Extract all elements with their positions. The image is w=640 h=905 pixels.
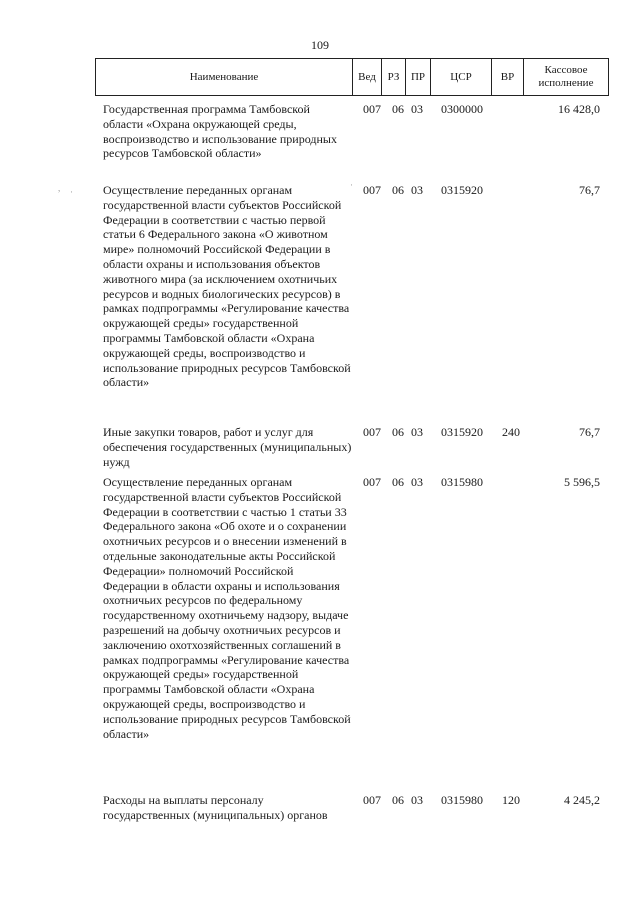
row-csr: 0300000 — [441, 102, 483, 116]
row-pr: 03 — [411, 425, 423, 439]
row-amount: 76,7 — [579, 183, 600, 197]
row-pr: 03 — [411, 183, 423, 197]
page-number: 109 — [311, 38, 329, 52]
header-vr: ВР — [491, 58, 524, 96]
row-csr: 0315980 — [441, 475, 483, 489]
row-amount: 5 596,5 — [564, 475, 600, 489]
row-name: Расходы на выплаты персоналу государственных (муниципальных) органов — [103, 793, 328, 822]
header-csr: ЦСР — [430, 58, 492, 96]
row-csr: 0315980 — [441, 793, 483, 807]
row-vr: 120 — [502, 793, 520, 807]
header-ved: Вед — [352, 58, 382, 96]
row-amount: 16 428,0 — [558, 102, 600, 116]
header-name: Наименование — [95, 58, 353, 96]
row-amount: 76,7 — [579, 425, 600, 439]
row-ved: 007 — [363, 475, 381, 489]
row-rz: 06 — [392, 183, 404, 197]
scan-speck: , — [58, 183, 61, 193]
row-name: Осуществление переданных органам государственной власти субъектов Российской Федерации в соответствии с частью первой статьи 6 Федерального закона «О животном мире» полномочий Российской Федерации в области охраны и использования объектов животного мира (за исключением охотничьих ресурсов и водных биологических ресурсов) в рамках подпрограммы «Регулирование качества окружающей среды» государственной программы Тамбовской области «Охрана окружающей среды, воспроизводство и использование природных ресурсов Тамбовской области» — [103, 183, 351, 390]
row-rz: 06 — [392, 793, 404, 807]
row-csr: 0315920 — [441, 183, 483, 197]
header-pr: ПР — [405, 58, 431, 96]
row-ved: 007 — [363, 425, 381, 439]
row-ved: 007 — [363, 183, 381, 197]
row-pr: 03 — [411, 475, 423, 489]
row-rz: 06 — [392, 475, 404, 489]
row-rz: 06 — [392, 425, 404, 439]
row-ved: 007 — [363, 102, 381, 116]
row-vr: 240 — [502, 425, 520, 439]
row-name: Иные закупки товаров, работ и услуг для обеспечения государственных (муниципальных) нужд — [103, 425, 352, 469]
row-name: Осуществление переданных органам государственной власти субъектов Российской Федерации в соответствии с частью 1 статьи 33 Федерального закона «Об охоте и о сохранении охотничьих ресурсов и о внесении изменений в отдельные законодательные акты Российской Федерации» полномочий Российской Федерации в области охраны и использования охотничьих ресурсов по федеральному государственному охотничьему надзору, выдаче разрешений на добычу охотничьих ресурсов и заключению охотхозяйственных соглашений в рамках подпрограммы «Регулирование качества окружающей среды» государственной программы Тамбовской области «Охрана окружающей среды, воспроизводство и использование природных ресурсов Тамбовской области» — [103, 475, 351, 741]
header-rz: РЗ — [381, 58, 406, 96]
row-pr: 03 — [411, 102, 423, 116]
row-rz: 06 — [392, 102, 404, 116]
row-pr: 03 — [411, 793, 423, 807]
row-amount: 4 245,2 — [564, 793, 600, 807]
row-ved: 007 — [363, 793, 381, 807]
row-csr: 0315920 — [441, 425, 483, 439]
scan-speck: · — [70, 187, 73, 197]
row-name: Государственная программа Тамбовской области «Охрана окружающей среды, воспроизводство и использование природных ресурсов Тамбовской области» — [103, 102, 337, 161]
header-amount: Кассовое исполнение — [523, 58, 609, 96]
scan-speck: · — [350, 180, 353, 190]
